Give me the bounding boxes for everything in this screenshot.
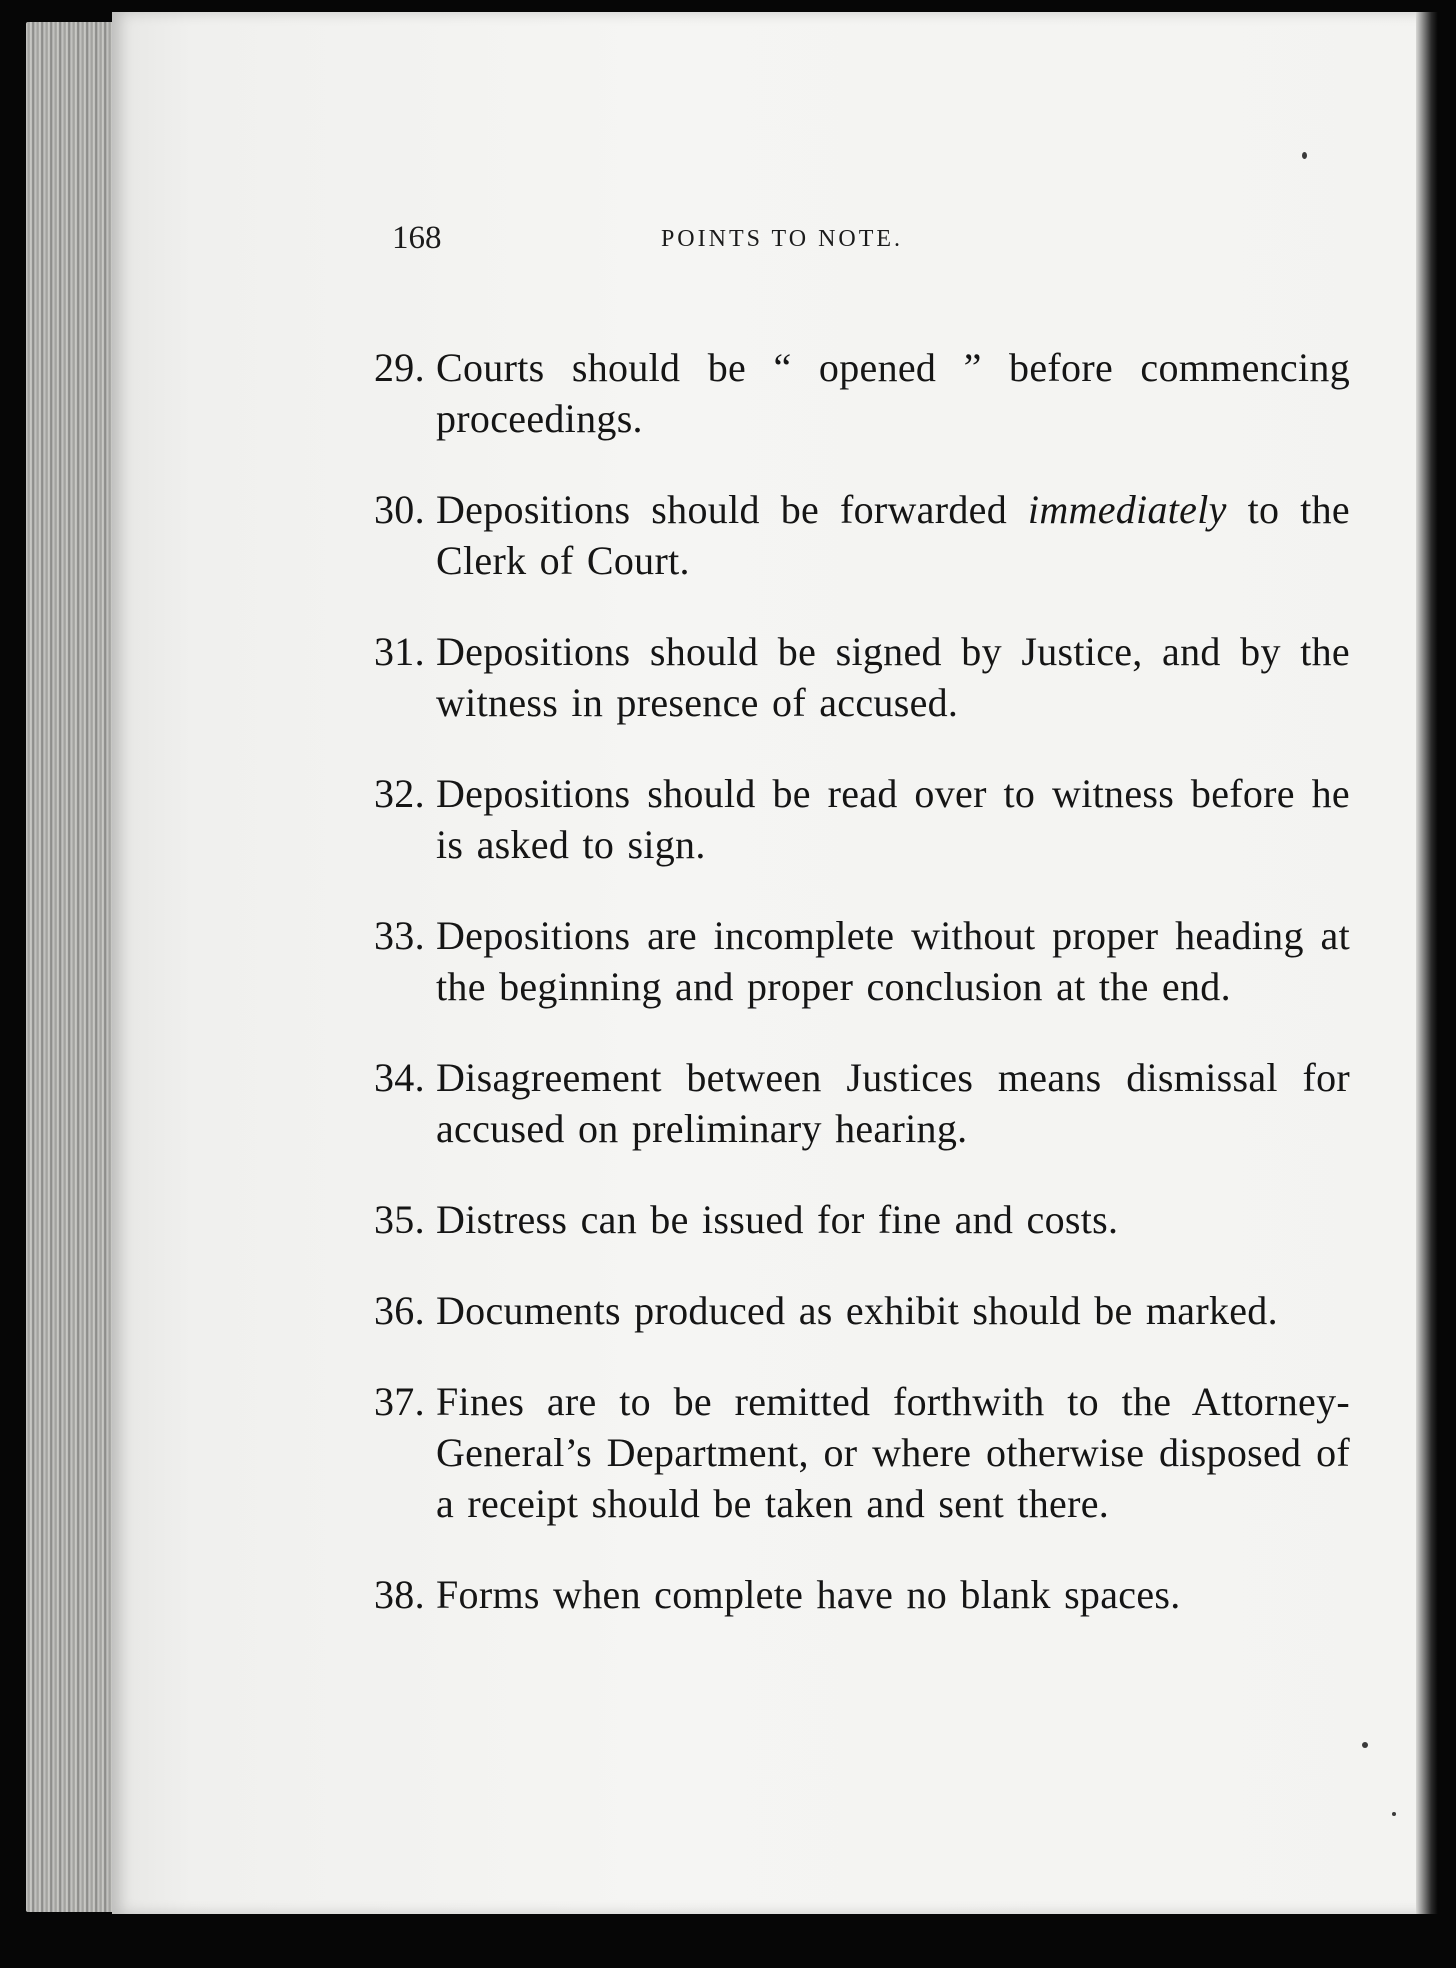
point-number: 34.: [374, 1055, 425, 1100]
point-number: 36.: [374, 1288, 425, 1333]
point-item-31: [374, 626, 1350, 728]
point-text: Distress can be issued for fine and costs.: [436, 1197, 1119, 1242]
point-text: Fines are to be remitted forthwith to the Attorney-General’s Department, or where otherwise disposed of a receipt should be taken and sent there.: [436, 1379, 1350, 1526]
page-gutter-shadow: [1416, 12, 1438, 1914]
running-head: POINTS TO NOTE.: [660, 226, 904, 252]
page-paper: [112, 12, 1438, 1914]
point-text: Depositions should be signed by Justice, and by the witness in presence of accused.: [436, 629, 1350, 725]
point-item-38: [374, 1569, 1350, 1620]
point-number: 33.: [374, 913, 425, 958]
point-item-33: [374, 910, 1350, 1012]
book-page-edges: [26, 22, 126, 1912]
point-emphasis: immediately: [1027, 487, 1227, 532]
point-item-37: [374, 1376, 1350, 1529]
point-item-30: [374, 484, 1350, 586]
point-number: 32.: [374, 771, 425, 816]
point-number: 31.: [374, 629, 425, 674]
point-item-35: [374, 1194, 1350, 1245]
point-number: 37.: [374, 1379, 425, 1424]
point-text: Depositions are incomplete without proper heading at the beginning and proper conclusion at the end.: [436, 913, 1350, 1009]
point-item-29: [374, 342, 1350, 444]
point-number: 29.: [374, 345, 425, 390]
point-text: Disagreement between Justices means dismissal for accused on preliminary hearing.: [436, 1055, 1350, 1151]
paper-speck: [1302, 152, 1307, 159]
point-number: 30.: [374, 487, 425, 532]
paper-speck: [1362, 1742, 1368, 1748]
point-item-36: [374, 1285, 1350, 1336]
points-list: [374, 302, 1350, 1632]
point-number: 38.: [374, 1572, 425, 1617]
point-number: 35.: [374, 1197, 425, 1242]
point-text: Forms when complete have no blank spaces.: [436, 1572, 1181, 1617]
point-text: to the Clerk of Court.: [436, 487, 1350, 583]
paper-speck: [1392, 1812, 1396, 1816]
point-item-32: [374, 768, 1350, 870]
point-text: Depositions should be read over to witness before he is asked to sign.: [436, 771, 1350, 867]
point-text: Documents produced as exhibit should be marked.: [436, 1288, 1278, 1333]
point-item-34: [374, 1052, 1350, 1154]
point-text: Depositions should be forwarded: [436, 487, 1028, 532]
page-header: [392, 220, 1132, 270]
point-text: Courts should be “ opened ” before commencing proceedings.: [436, 345, 1350, 441]
page-number: 168: [392, 220, 442, 256]
